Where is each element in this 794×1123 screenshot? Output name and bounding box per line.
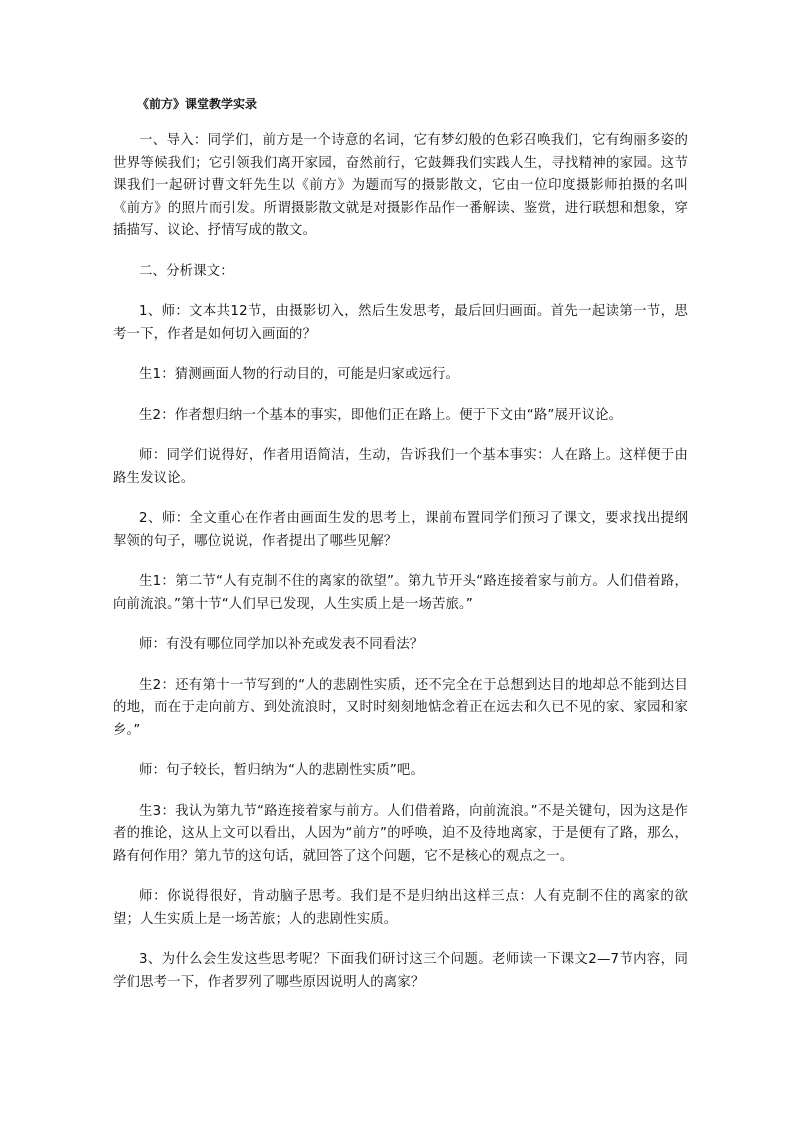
paragraph: 师：你说得很好，肯动脑子思考。我们是不是归纳出这样三点：人有克制不住的离家的欲望；人生实质上是一场苦旅；人的悲剧性实质。 [113,889,688,927]
paragraph: 2、师：全文重心在作者由画面生发的思考上，课前布置同学们预习了课文，要求找出提纲挈领的句子，哪位说说，作者提出了哪些见解？ [113,511,688,549]
paragraph-intro: 一、导入：同学们，前方是一个诗意的名词，它有梦幻般的色彩召唤我们，它有绚丽多姿的世界等候我们；它引领我们离开家园，奋然前行，它鼓舞我们实践人生，寻找精神的家园。这节课我们一起研讨曹文轩先生以《前方》为题而写的摄影散文，它由一位印度摄影师拍摄的名叫《前方》的照片而引发。所谓摄影散文就是对摄影作品作一番解读、鉴赏，进行联想和想象，穿插描写、议论、抒情写成的散文。 [113,133,688,238]
paragraph: 师：同学们说得好，作者用语简洁，生动，告诉我们一个基本事实：人在路上。这样便于由路生发议论。 [113,448,688,486]
document-page [113,96,688,1012]
paragraph: 3、为什么会生发这些思考呢？下面我们研讨这三个问题。老师读一下课文2—7节内容，同学们思考一下，作者罗列了哪些原因说明人的离家？ [113,952,688,990]
paragraph: 生3：我认为第九节“路连接着家与前方。人们借着路，向前流浪。”不是关键句，因为这是作者的推论，这从上文可以看出，人因为“前方”的呼唤，迫不及待地离家，于是便有了路，那么，路有何作用？第九节的这句话，就回答了这个问题，它不是核心的观点之一。 [113,803,688,864]
paragraph: 师：有没有哪位同学加以补充或发表不同看法？ [139,637,424,652]
paragraph: 生1：猜测画面人物的行动目的，可能是归家或远行。 [139,367,460,382]
paragraph-section-heading: 二、分析课文： [139,263,234,279]
paragraph: 1、师：文本共12节，由摄影切入，然后生发思考，最后回归画面。首先一起读第一节，思考一下，作者是如何切入画面的？ [113,304,688,342]
document-title: 《前方》课堂教学实录 [137,97,258,111]
paragraph: 生1：第二节“人有克制不住的离家的欲望”。第九节开头“路连接着家与前方。人们借着路，向前流浪。”第十节“人们早已发现，人生实质上是一场苦旅。” [113,574,688,612]
paragraph: 师：句子较长，暂归纳为“人的悲剧性实质”吧。 [139,763,424,778]
paragraph: 生2：作者想归纳一个基本的事实，即他们正在路上。便于下文由“路”展开议论。 [139,407,623,423]
paragraph: 生2：还有第十一节写到的“人的悲剧性实质，还不完全在于总想到达目的地却总不能到达目的地，而在于走向前方、到处流浪时，又时时刻刻地惦念着正在远去和久已不见的家、家园和家乡。” [113,677,688,738]
